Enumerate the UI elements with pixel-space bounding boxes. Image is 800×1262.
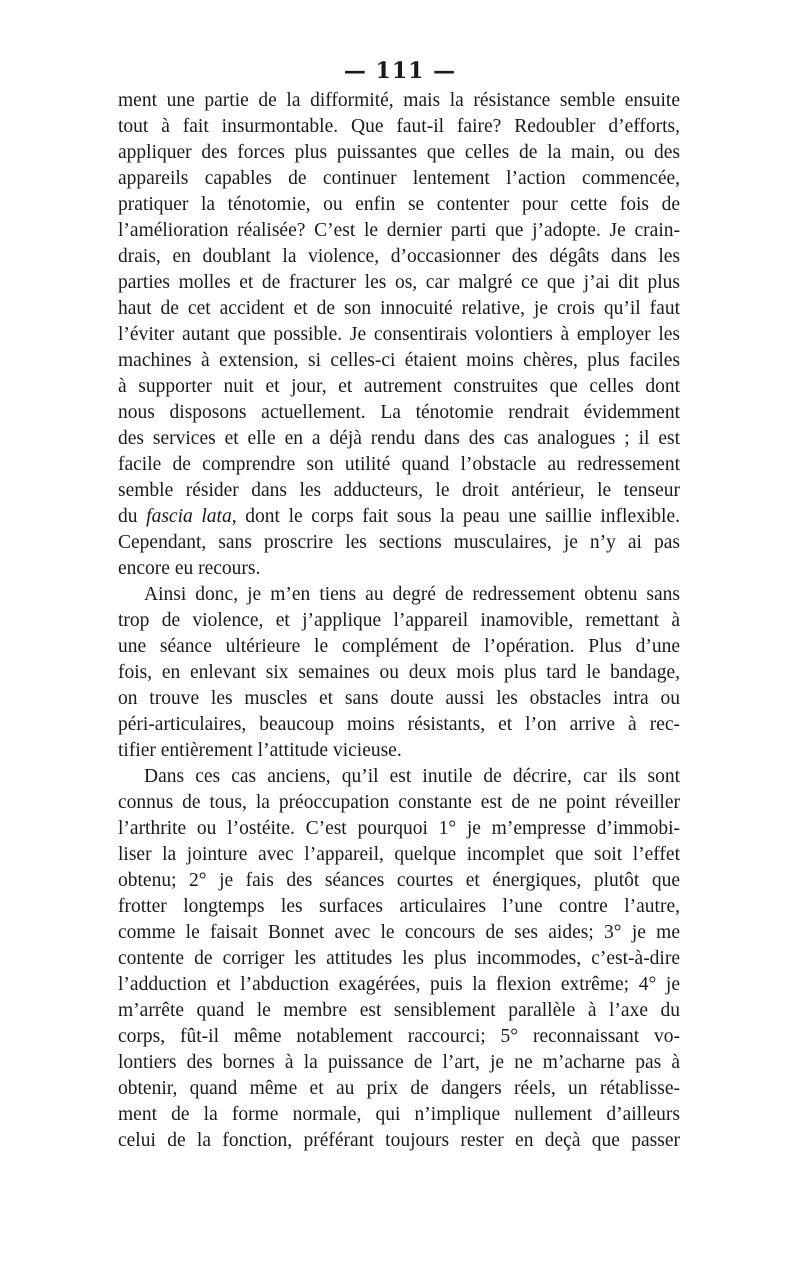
text-line: l’arthrite ou l’ostéite. C’est pourquoi 1° je m’empresse d’immobi- <box>118 818 680 839</box>
text-line: encore eu recours. <box>118 558 261 579</box>
text-line: ment de la forme normale, qui n’implique nullement d’ailleurs <box>118 1104 680 1125</box>
text-line: péri-articulaires, beaucoup moins résistants, et l’on arrive à rec- <box>118 714 680 735</box>
text-line: obtenir, quand même et au prix de dangers réels, un rétablisse- <box>118 1078 680 1099</box>
text-line: lontiers des bornes à la puissance de l’art, je ne m’acharne pas à <box>118 1052 680 1073</box>
text-line: trop de violence, et j’applique l’appareil inamovible, remettant à <box>118 610 680 631</box>
text-line: l’éviter autant que possible. Je consentirais volontiers à employer les <box>118 324 680 345</box>
text-line: une séance ultérieure le complément de l’opération. Plus d’une <box>118 636 680 657</box>
text-line: tout à fait insurmontable. Que faut-il faire? Redoubler d’efforts, <box>118 116 680 137</box>
text-line: corps, fût-il même notablement raccourci; 5° reconnaissant vo- <box>118 1026 680 1047</box>
text-line: fois, en enlevant six semaines ou deux mois plus tard le bandage, <box>118 662 680 683</box>
text-line: du fascia lata, dont le corps fait sous la peau une saillie inflexible. <box>118 506 680 527</box>
text-line: ment une partie de la difformité, mais la résistance semble ensuite <box>118 90 680 111</box>
text-line: on trouve les muscles et sans doute aussi les obstacles intra ou <box>118 688 680 709</box>
text-line: m’arrête quand le membre est sensiblement parallèle à l’axe du <box>118 1000 680 1021</box>
text-line: liser la jointure avec l’appareil, quelque incomplet que soit l’effet <box>118 844 680 865</box>
text-line: l’adduction et l’abduction exagérées, puis la flexion extrême; 4° je <box>118 974 680 995</box>
text-line: des services et elle en a déjà rendu dans des cas analogues ; il est <box>118 428 680 449</box>
text-line: haut de cet accident et de son innocuité relative, je crois qu’il faut <box>118 298 680 319</box>
page-number: — 111 — <box>343 58 457 84</box>
text-line: Dans ces cas anciens, qu’il est inutile de décrire, car ils sont <box>144 766 680 787</box>
text-line: machines à extension, si celles-ci étaient moins chères, plus faciles <box>118 350 680 371</box>
body-text <box>118 88 680 1154</box>
text-line: Ainsi donc, je m’en tiens au degré de redressement obtenu sans <box>144 584 680 605</box>
text-line: Cependant, sans proscrire les sections musculaires, je n’y ai pas <box>118 532 680 553</box>
text-line: celui de la fonction, préférant toujours rester en deçà que passer <box>118 1130 680 1151</box>
text-line: contente de corriger les attitudes les plus incommodes, c’est-à-dire <box>118 948 680 969</box>
text-line: tifier entièrement l’attitude vicieuse. <box>118 740 402 761</box>
text-line: appareils capables de continuer lentement l’action commencée, <box>118 168 680 189</box>
text-line: frotter longtemps les surfaces articulaires l’une contre l’autre, <box>118 896 680 917</box>
text-line: comme le faisait Bonnet avec le concours de ses aides; 3° je me <box>118 922 680 943</box>
text-line: nous disposons actuellement. La ténotomie rendrait évidemment <box>118 402 680 423</box>
text-line: appliquer des forces plus puissantes que celles de la main, ou des <box>118 142 680 163</box>
text-line: obtenu; 2° je fais des séances courtes et énergiques, plutôt que <box>118 870 680 891</box>
text-line: connus de tous, la préoccupation constante est de ne point réveiller <box>118 792 680 813</box>
text-line: l’amélioration réalisée? C’est le dernier parti que j’adopte. Je crain- <box>118 220 680 241</box>
text-line: semble résider dans les adducteurs, le droit antérieur, le tenseur <box>118 480 680 501</box>
text-line: facile de comprendre son utilité quand l’obstacle au redressement <box>118 454 680 475</box>
text-line: drais, en doublant la violence, d’occasionner des dégâts dans les <box>118 246 680 267</box>
text-line: pratiquer la ténotomie, ou enfin se contenter pour cette fois de <box>118 194 680 215</box>
text-line: parties molles et de fracturer les os, car malgré ce que j’ai dit plus <box>118 272 680 293</box>
text-line: à supporter nuit et jour, et autrement construites que celles dont <box>118 376 680 397</box>
